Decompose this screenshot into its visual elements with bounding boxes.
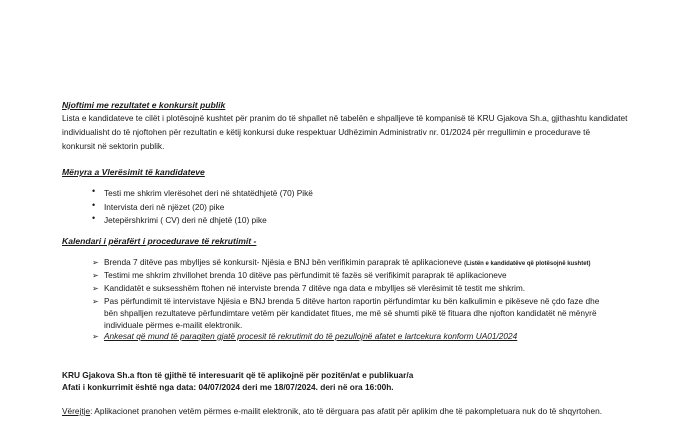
intro-line-2: individualisht do të njoftohen për rezultatin e këtij konkursi duke respektuar Udhëzimin Administrativ nr. 01/2024 për rregullimin e procedurave të (62, 127, 591, 137)
invite-line: KRU Gjakova Sh.a fton të gjithë të interesuarit që të aplikojnë për pozitën/at e publikuar/a (62, 370, 414, 380)
method-item-1: Testi me shkrim vlerësohet deri në shtatëdhjetë (70) Pikë (104, 188, 313, 198)
arrow-bullet-icon: ➢ (92, 271, 99, 280)
deadline-line: Afati i konkurrimit është nga data: 04/07/2024 deri me 18/07/2024. deri në ora 16:00h. (62, 382, 394, 392)
note-line (62, 405, 602, 418)
method-heading: Mënyra a Vlerësimit të kandidateve (62, 167, 205, 177)
calendar-heading: Kalendari i përafërt i procedurave të rekrutimit - (62, 236, 257, 246)
bullet-dot-icon: • (92, 213, 96, 223)
method-item-3: Jetepërshkrimi ( CV) deri në dhjetë (10) pike (104, 215, 267, 225)
arrow-bullet-icon: ➢ (92, 297, 99, 306)
calendar-item-2: Testimi me shkrim zhvillohet brenda 10 ditëve pas përfundimit të fazës së verifikimit paraprak të aplikacioneve (104, 270, 507, 280)
arrow-bullet-icon: ➢ (92, 284, 99, 293)
bullet-dot-icon: • (92, 200, 96, 210)
note-label: Vërejtje (62, 406, 91, 416)
calendar-item-1-note: (Listën e kandidatëve që plotësojnë kushtet) (464, 261, 591, 267)
calendar-item-1: Brenda 7 ditëve pas mbylljes së konkursit- Njësia e BNJ bën verifikimin paraprak të aplikacioneve (Listën e kandidatëve që plotësojnë kushtet) (104, 257, 591, 267)
note-text: : Aplikacionet pranohen vetëm përmes e-mailit elektronik, ato të dërguara pas afatit për aplikim dhe të pakompletuara nuk do të shqyrtohen. (90, 406, 603, 416)
calendar-item-4-line-3: individuale përmes e-mailit elektronik. (104, 320, 243, 330)
method-item-2: Intervista deri në njëzet (20) pike (104, 202, 225, 212)
calendar-item-3: Kandidatët e suksesshëm ftohen në interviste brenda 7 ditëve nga data e mbylljes së vlerësimit të testit me shkrim. (104, 283, 526, 293)
intro-line-1: Lista e kandidateve te cilët i plotësojnë kushtet për pranim do të shpallet në tabelën e shpalljeve të kompanisë të KRU Gjakova Sh.a, gjithashtu kandidatet (62, 113, 628, 123)
calendar-item-4-line-1: Pas përfundimit të intervistave Njësia e BNJ brenda 5 ditëve harton raportin përfundimtar ku bën kalkulimin e pikëseve në çdo faze dhe (104, 296, 600, 306)
calendar-item-5: Ankesat që mund të paraqiten gjatë procesit të rekrutimit do të pezullojnë afatet e lartcekura konform UA01/2024 (104, 331, 518, 341)
arrow-bullet-icon: ➢ (92, 332, 99, 341)
page-title: Njoftimi me rezultatet e konkursit publik (62, 100, 226, 110)
bullet-dot-icon: • (92, 186, 96, 196)
arrow-bullet-icon: ➢ (92, 258, 99, 267)
intro-line-3: konkursit në sektorin publik. (62, 141, 165, 151)
calendar-item-4-line-2: bën shpalljen rezultateve përfundimtare vetëm për kandidatet fitues, me më së shumti pikë të fituara dhe njofton kandidatët në mënyrë (104, 308, 597, 318)
